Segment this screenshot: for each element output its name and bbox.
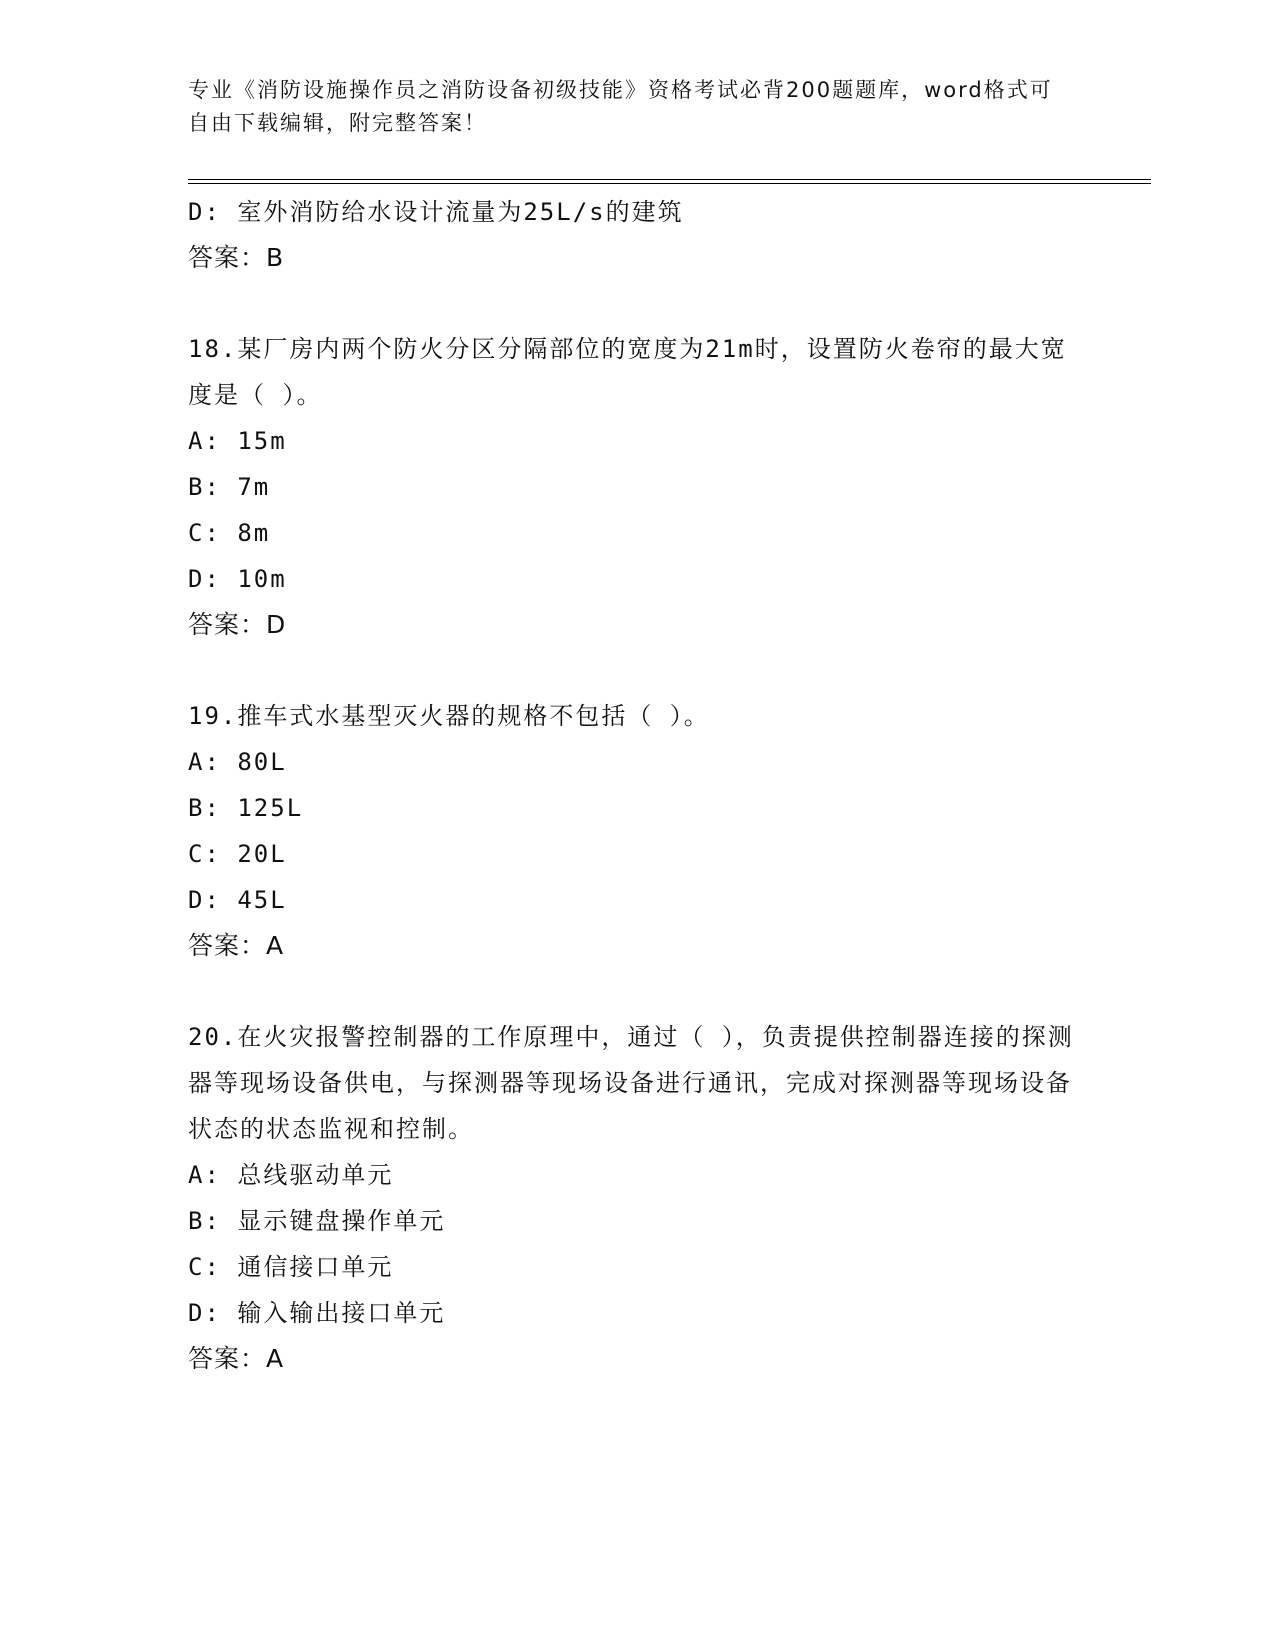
- option-a: A: 总线驱动单元: [188, 1161, 394, 1189]
- question-18: [188, 326, 1088, 648]
- answer: 答案：A: [188, 931, 285, 960]
- option-b: B: 125L: [188, 794, 304, 822]
- header-divider-bottom: [188, 183, 1151, 184]
- option-c: C: 通信接口单元: [188, 1253, 394, 1281]
- option-b: B: 显示键盘操作单元: [188, 1207, 446, 1235]
- option-d-carryover: D: 室外消防给水设计流量为25L/s的建筑: [188, 198, 684, 226]
- question-stem: 20.在火灾报警控制器的工作原理中，通过（ ），负责提供控制器连接的探测器等现场设备供电，与探测器等现场设备进行通讯，完成对探测器等现场设备状态的状态监视和控制。: [188, 1023, 1074, 1143]
- option-d: D: 输入输出接口单元: [188, 1299, 446, 1327]
- option-d: D: 45L: [188, 886, 287, 914]
- option-a: A: 15m: [188, 427, 287, 455]
- option-d: D: 10m: [188, 565, 287, 593]
- question-stem: 18.某厂房内两个防火分区分隔部位的宽度为21m时，设置防火卷帘的最大宽度是（ ）。: [188, 335, 1067, 409]
- document-header: 专业《消防设施操作员之消防设备初级技能》资格考试必背200题题库，word格式可自由下载编辑，附完整答案！: [188, 78, 1053, 135]
- option-c: C: 20L: [188, 840, 287, 868]
- option-c: C: 8m: [188, 519, 271, 547]
- question-list: [188, 189, 1088, 1382]
- option-b: B: 7m: [188, 473, 271, 501]
- question-20: [188, 1014, 1088, 1382]
- answer-carryover: 答案：B: [188, 243, 285, 272]
- answer: 答案：A: [188, 1344, 285, 1373]
- answer: 答案：D: [188, 610, 287, 639]
- question-stem: 19.推车式水基型灭火器的规格不包括（ ）。: [188, 702, 710, 730]
- header-divider-top: [188, 179, 1151, 180]
- question-19: [188, 693, 1088, 969]
- option-a: A: 80L: [188, 748, 287, 776]
